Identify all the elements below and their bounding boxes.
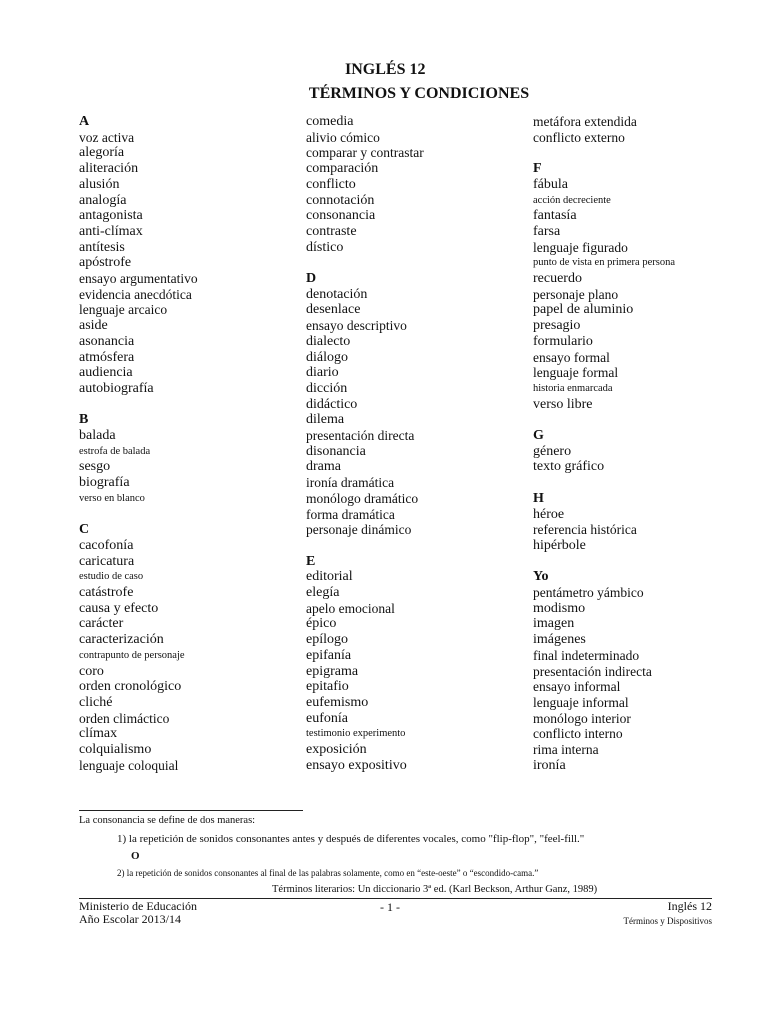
term-item: dialecto [306, 333, 351, 349]
section-letter: Yo [533, 569, 549, 585]
footer-page-number: - 1 - [380, 900, 400, 914]
term-item: comparar y contrastar [306, 145, 424, 161]
term-item: ironía [533, 757, 566, 773]
term-item: ensayo descriptivo [306, 318, 407, 334]
term-item: carácter [79, 616, 124, 632]
section-letter: D [306, 271, 317, 287]
term-item: pentámetro yámbico [533, 585, 644, 601]
section-letter: A [79, 114, 90, 129]
spacer [533, 145, 763, 161]
term-item: eufonía [306, 710, 348, 726]
term-item: punto de vista en primera persona [533, 257, 675, 269]
section-letter: G [533, 428, 544, 444]
term-item: cliché [79, 694, 113, 710]
footnote-lead: La consonancia se define de dos maneras: [79, 815, 256, 826]
section-letter: F [533, 161, 542, 177]
term-item: comparación [306, 161, 379, 177]
term-item: comedia [306, 114, 354, 129]
term-item: metáfora extendida [533, 114, 637, 129]
term-item: conflicto interno [533, 726, 623, 742]
term-item: lenguaje informal [533, 694, 629, 710]
footnote-source: Términos literarios: Un diccionario 3ª ed. (Karl Beckson, Arthur Ganz, 1989) [272, 884, 598, 895]
spacer [533, 412, 763, 428]
section-letter: C [79, 522, 90, 538]
term-item: cacofonía [79, 537, 134, 553]
term-item: dilema [306, 412, 345, 428]
section-letter: B [79, 412, 89, 428]
term-item: sesgo [79, 459, 111, 475]
term-item: fantasía [533, 208, 577, 224]
term-item: causa y efecto [79, 600, 159, 616]
term-item: denotación [306, 286, 368, 302]
term-item: drama [306, 459, 341, 475]
term-item: alegoría [79, 145, 125, 161]
term-item: coro [79, 663, 104, 679]
term-item: ensayo argumentativo [79, 271, 198, 287]
term-item: biografía [79, 475, 130, 491]
term-item: ensayo expositivo [306, 757, 407, 773]
term-item: aside [79, 318, 108, 334]
spacer [533, 554, 763, 570]
spacer [306, 255, 536, 271]
term-item: hipérbole [533, 537, 586, 553]
footer-ministry: Ministerio de Educación [79, 899, 197, 913]
footnote-or: O [131, 850, 140, 862]
term-item: dístico [306, 239, 344, 255]
term-item: editorial [306, 569, 353, 585]
section-letter: H [533, 490, 544, 506]
term-item: alivio cómico [306, 129, 380, 145]
term-item: connotación [306, 192, 375, 208]
footer-school-year: Año Escolar 2013/14 [79, 912, 181, 926]
spacer [79, 507, 309, 523]
term-item: didáctico [306, 396, 358, 412]
term-item: orden cronológico [79, 679, 182, 695]
term-item: asonancia [79, 333, 135, 349]
term-item: farsa [533, 223, 561, 239]
term-item: caracterización [79, 632, 164, 648]
terms-column-2 [306, 114, 536, 774]
term-item: contrapunto de personaje [79, 649, 185, 661]
term-item: verso en blanco [79, 492, 145, 504]
term-item: presagio [533, 318, 581, 334]
term-item: diario [306, 365, 339, 381]
term-item: historia enmarcada [533, 382, 613, 394]
term-item: consonancia [306, 208, 376, 224]
term-item: testimonio experimento [306, 728, 406, 740]
term-item: colquialismo [79, 742, 152, 758]
term-item: verso libre [533, 396, 593, 412]
term-item: apelo emocional [306, 600, 395, 616]
term-item: evidencia anecdótica [79, 286, 192, 302]
term-item: final indeterminado [533, 647, 640, 663]
term-item: texto gráfico [533, 459, 605, 475]
term-item: lenguaje coloquial [79, 757, 179, 773]
page-subtitle: TÉRMINOS Y CONDICIONES [308, 85, 530, 102]
term-item: estrofa de balada [79, 445, 151, 457]
term-item: balada [79, 428, 116, 444]
term-item: estudio de caso [79, 571, 144, 583]
footer-section: Términos y Dispositivos [623, 916, 712, 926]
term-item: referencia histórica [533, 522, 637, 538]
term-item: lenguaje arcaico [79, 302, 168, 318]
term-item: conflicto externo [533, 129, 625, 145]
term-item: ensayo formal [533, 349, 610, 365]
terms-column-3 [533, 114, 763, 773]
term-item: aliteración [79, 161, 139, 177]
term-item: epitafio [306, 679, 349, 695]
term-item: lenguaje figurado [533, 239, 628, 255]
term-item: antítesis [79, 239, 125, 255]
term-item: género [533, 443, 572, 459]
term-item: alusión [79, 176, 120, 192]
term-item: desenlace [306, 302, 361, 318]
term-item: caricatura [79, 553, 135, 569]
term-item: autobiografía [79, 380, 154, 396]
term-item: modismo [533, 600, 586, 616]
term-item: épico [306, 616, 337, 632]
term-item: forma dramática [306, 506, 395, 522]
terms-column-1 [79, 114, 309, 774]
term-item: catástrofe [79, 585, 134, 601]
term-item: personaje dinámico [306, 522, 412, 538]
term-item: personaje plano [533, 286, 619, 302]
term-item: lenguaje formal [533, 365, 619, 381]
term-item: apóstrofe [79, 255, 132, 271]
term-item: disonancia [306, 443, 366, 459]
footnote-item-2: 2) la repetición de sonidos consonantes al final de las palabras solamente, como en “este-oeste” o “escondido-cama.” [117, 868, 539, 878]
page-title: INGLÉS 12 [345, 61, 426, 78]
term-item: antagonista [79, 208, 143, 224]
spacer [306, 538, 536, 554]
term-item: voz activa [79, 129, 135, 145]
term-item: epigrama [306, 663, 359, 679]
term-item: anti-clímax [79, 223, 143, 239]
term-item: recuerdo [533, 271, 582, 287]
term-item: presentación indirecta [533, 663, 652, 679]
term-item: exposición [306, 742, 367, 758]
term-item: ensayo informal [533, 679, 621, 695]
term-item: presentación directa [306, 428, 415, 444]
section-letter: E [306, 553, 316, 569]
term-item: audiencia [79, 365, 133, 381]
term-item: dicción [306, 380, 348, 396]
term-item: monólogo dramático [306, 490, 419, 506]
footnote-item-1: 1) la repetición de sonidos consonantes antes y después de diferentes vocales, como "flip-flop", "feel-fill." [117, 833, 585, 845]
term-item: eufemismo [306, 694, 369, 710]
term-item: rima interna [533, 742, 599, 758]
term-item: imagen [533, 616, 575, 632]
term-item: héroe [533, 506, 565, 522]
term-item: conflicto [306, 176, 356, 192]
term-item: acción decreciente [533, 194, 611, 206]
spacer [533, 475, 763, 491]
term-item: imágenes [533, 632, 586, 648]
footer-course: Inglés 12 [667, 899, 712, 913]
term-item: formulario [533, 333, 593, 349]
term-item: epifanía [306, 647, 352, 663]
term-item: orden climáctico [79, 710, 170, 726]
term-item: contraste [306, 223, 357, 239]
term-item: clímax [79, 726, 118, 742]
footnote-rule [79, 810, 303, 811]
term-item: epílogo [306, 632, 348, 648]
term-item: analogía [79, 192, 127, 208]
term-item: diálogo [306, 349, 348, 365]
term-item: ironía dramática [306, 475, 395, 491]
term-item: fábula [533, 176, 568, 192]
term-item: elegía [306, 585, 340, 601]
term-item: atmósfera [79, 349, 135, 365]
term-item: monólogo interior [533, 710, 631, 726]
term-item: papel de aluminio [533, 302, 634, 318]
spacer [79, 397, 309, 413]
